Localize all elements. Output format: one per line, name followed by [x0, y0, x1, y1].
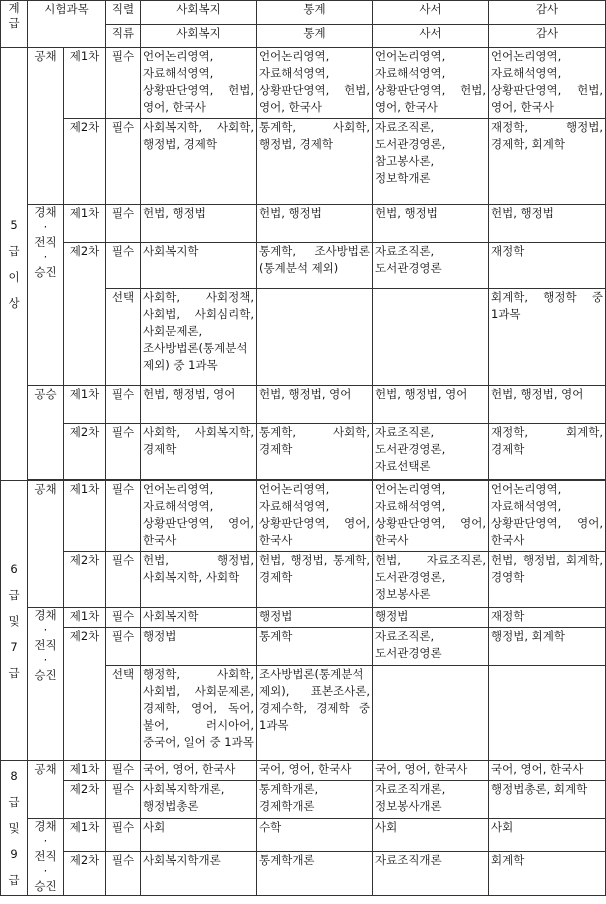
method-char: · — [43, 623, 48, 637]
subject-cell: 사회 — [141, 819, 257, 852]
method-gyeongchae — [28, 819, 64, 896]
subject-cell: 통계학, 조사방법론(통계분석 제외) — [257, 243, 373, 289]
type-label: 선택 — [106, 666, 141, 761]
subject-cell: 사회 — [373, 819, 489, 852]
method-char: · — [43, 834, 48, 848]
subject-cell: 회계학 — [489, 852, 606, 896]
subject-cell: 사회학, 사회정책, 사회법, 사회심리학, 사회문제론, 조사방법론(통계분석 제외) 중 1과목 — [141, 289, 257, 386]
subject-cell: 통계학 — [257, 628, 373, 666]
subject-cell — [257, 289, 373, 386]
subject-cell: 사회복지학, 사회학, 행정법, 경제학 — [141, 119, 257, 205]
subject-cell: 행정학, 사회학, 사회법, 사회문제론, 경제학, 영어, 독어, 불어, 러시아어, 중국어, 일어 중 1과목 — [141, 666, 257, 761]
series-col-2: 통계 — [257, 1, 373, 25]
subject-cell: 재정학, 회계학, 경제학 — [489, 424, 606, 480]
series-col-3: 사서 — [373, 1, 489, 25]
type-label: 필수 — [106, 781, 141, 819]
subject-cell: 헌법, 행정법, 영어 — [489, 386, 606, 424]
subject-cell: 헌법, 행정법 — [257, 205, 373, 243]
subject-cell: 자료조직론, 도서관경영론 — [373, 628, 489, 666]
table-row — [1, 386, 606, 424]
grade-char: 5 — [10, 218, 18, 232]
stage-label: 제2차 — [64, 628, 106, 761]
stage-label: 제2차 — [64, 243, 106, 386]
method-char: 전직 — [34, 849, 57, 863]
grade-char: 및 — [8, 613, 20, 628]
series-header-label: 직렬 — [106, 1, 141, 25]
subject-cell: 언어논리영역, 자료해석영역, 상황판단영역, 헌법, 영어, 한국사 — [373, 48, 489, 119]
method-gongchae: 공채 — [28, 761, 64, 819]
method-char: · — [43, 250, 48, 264]
subject-cell: 통계학, 사회학, 경제학 — [257, 424, 373, 480]
subject-cell: 자료조직론, 도서관경영론, 참고봉사론, 정보학개론 — [373, 119, 489, 205]
stage-label: 제1차 — [64, 481, 106, 552]
method-gyeongchae — [28, 205, 64, 386]
class-col-1: 사회복지 — [141, 25, 257, 48]
subject-cell: 국어, 영어, 한국사 — [489, 761, 606, 781]
method-char: 전직 — [34, 235, 57, 249]
method-char: 승진 — [34, 879, 57, 893]
method-char: 승진 — [34, 668, 57, 682]
subject-cell: 사회학, 사회복지학, 경제학 — [141, 424, 257, 480]
type-label: 필수 — [106, 852, 141, 896]
method-gyeongchae — [28, 608, 64, 761]
subject-cell: 헌법, 행정법, 회계학, 경영학 — [489, 552, 606, 608]
stage-label: 제1차 — [64, 386, 106, 424]
grade-header — [1, 1, 28, 48]
type-label: 필수 — [106, 819, 141, 852]
method-gongseung: 공승 — [28, 386, 64, 480]
type-label: 필수 — [106, 424, 141, 480]
method-char: 경채 — [34, 608, 57, 622]
type-label: 필수 — [106, 608, 141, 628]
subject-cell: 헌법, 행정법 — [141, 205, 257, 243]
table-row — [1, 205, 606, 243]
subject-cell: 언어논리영역, 자료해석영역, 상황판단영역, 헌법, 영어, 한국사 — [257, 48, 373, 119]
stage-label: 제1차 — [64, 608, 106, 628]
grade-89-label — [1, 761, 28, 896]
subject-cell: 국어, 영어, 한국사 — [373, 761, 489, 781]
grade-char: 및 — [8, 821, 20, 835]
stage-label: 제2차 — [64, 781, 106, 819]
subject-cell — [489, 666, 606, 761]
subject-cell: 사회복지학 — [141, 243, 257, 289]
grade-char: 8 — [10, 769, 18, 783]
method-char: 전직 — [34, 638, 57, 652]
grade-67-label — [1, 481, 28, 761]
table-row — [1, 628, 606, 666]
grade-char: 이 — [8, 270, 20, 284]
subject-cell: 통계학개론, 경제학개론 — [257, 781, 373, 819]
type-label: 필수 — [106, 205, 141, 243]
stage-label: 제2차 — [64, 852, 106, 896]
subject-cell: 재정학, 행정법, 경제학, 회계학 — [489, 119, 606, 205]
stage-label: 제2차 — [64, 119, 106, 205]
class-col-3: 사서 — [373, 25, 489, 48]
subject-cell: 자료조직개론 — [373, 852, 489, 896]
type-label: 필수 — [106, 386, 141, 424]
series-col-1: 사회복지 — [141, 1, 257, 25]
subject-cell: 헌법, 행정법 — [489, 205, 606, 243]
class-header-label: 직류 — [106, 25, 141, 48]
stage-label: 제1차 — [64, 48, 106, 119]
subject-cell: 언어논리영역, 자료해석영역, 상황판단영역, 영어, 한국사 — [373, 481, 489, 552]
subject-cell: 언어논리영역, 자료해석영역, 상황판단영역, 영어, 한국사 — [489, 481, 606, 552]
table-row — [1, 781, 606, 819]
grade-char: 급 — [8, 244, 20, 258]
subject-cell: 회계학, 행정학 중 1과목 — [489, 289, 606, 386]
stage-label: 제2차 — [64, 424, 106, 480]
subject-cell: 국어, 영어, 한국사 — [141, 761, 257, 781]
subject-cell: 사회복지학개론 — [141, 852, 257, 896]
subject-cell: 언어논리영역, 자료해석영역, 상황판단영역, 영어, 한국사 — [257, 481, 373, 552]
subject-cell: 헌법, 행정법, 영어 — [141, 386, 257, 424]
grade-char: 상 — [8, 296, 20, 310]
subject-cell — [373, 666, 489, 761]
grade-header-label: 계급 — [8, 1, 20, 30]
subject-cell: 사회 — [489, 819, 606, 852]
type-label: 필수 — [106, 48, 141, 119]
subject-cell: 헌법, 행정법, 영어 — [373, 386, 489, 424]
table-row — [1, 424, 606, 480]
subject-cell: 사회복지학 — [141, 608, 257, 628]
grade-char: 급 — [8, 873, 20, 887]
method-char: · — [43, 653, 48, 667]
grade-char: 7 — [10, 639, 18, 654]
class-col-2: 통계 — [257, 25, 373, 48]
subject-cell — [373, 289, 489, 386]
subject-cell: 재정학 — [489, 243, 606, 289]
method-gongchae: 공채 — [28, 48, 64, 205]
table-row — [1, 819, 606, 852]
method-char: · — [43, 220, 48, 234]
subject-cell: 수학 — [257, 819, 373, 852]
grade-char: 급 — [8, 665, 20, 680]
subject-cell: 사회복지학개론, 행정법총론 — [141, 781, 257, 819]
type-label: 필수 — [106, 628, 141, 666]
type-label: 필수 — [106, 481, 141, 552]
subject-cell: 행정법, 회계학 — [489, 628, 606, 666]
subject-cell: 행정법총론, 회계학 — [489, 781, 606, 819]
subject-cell: 헌법, 행정법, 사회복지학, 사회학 — [141, 552, 257, 608]
subject-cell: 헌법, 행정법, 영어 — [257, 386, 373, 424]
grade-char: 6 — [10, 561, 18, 576]
type-label: 선택 — [106, 289, 141, 386]
method-char: 승진 — [34, 265, 57, 279]
subject-cell: 언어논리영역, 자료해석영역, 상황판단영역, 영어, 한국사 — [141, 481, 257, 552]
subject-cell: 헌법, 행정법 — [373, 205, 489, 243]
subject-cell: 자료조직개론, 정보봉사개론 — [373, 781, 489, 819]
subject-cell: 국어, 영어, 한국사 — [257, 761, 373, 781]
grade-char: 급 — [8, 587, 20, 602]
table-row — [1, 761, 606, 781]
subject-cell: 헌법, 자료조직론, 도서관경영론, 정보봉사론 — [373, 552, 489, 608]
type-label: 필수 — [106, 761, 141, 781]
table-row — [1, 608, 606, 628]
class-col-4: 감사 — [489, 25, 606, 48]
grade-5-label — [1, 48, 28, 481]
table-row — [1, 552, 606, 608]
type-label: 필수 — [106, 552, 141, 608]
subject-cell: 언어논리영역, 자료해석영역, 상황판단영역, 헌법, 영어, 한국사 — [489, 48, 606, 119]
stage-label: 제1차 — [64, 205, 106, 243]
series-col-4: 감사 — [489, 1, 606, 25]
table-row — [1, 119, 606, 205]
subject-cell: 헌법, 행정법, 통계학, 경제학 — [257, 552, 373, 608]
method-char: 경채 — [34, 819, 57, 833]
subject-cell: 언어논리영역, 자료해석영역, 상황판단영역, 헌법, 영어, 한국사 — [141, 48, 257, 119]
subject-cell: 자료조직론, 도서관경영론, 자료선택론 — [373, 424, 489, 480]
method-char: · — [43, 864, 48, 878]
subject-cell: 행정법 — [373, 608, 489, 628]
table-row — [1, 243, 606, 289]
stage-label: 제2차 — [64, 552, 106, 608]
table-row — [1, 48, 606, 119]
subject-cell: 재정학 — [489, 608, 606, 628]
type-label: 필수 — [106, 243, 141, 289]
subject-cell: 자료조직론, 도서관경영론 — [373, 243, 489, 289]
stage-label: 제1차 — [64, 761, 106, 781]
grade-char: 급 — [8, 795, 20, 809]
subject-cell: 행정법 — [141, 628, 257, 666]
header-row-series — [1, 1, 606, 25]
subject-header: 시험과목 — [28, 1, 106, 48]
table-row — [1, 852, 606, 896]
subject-cell: 통계학개론 — [257, 852, 373, 896]
subject-cell: 조사방법론(통계분석 제외), 표본조사론, 경제수학, 경제학 중 1과목 — [257, 666, 373, 761]
subject-cell: 통계학, 사회학, 행정법, 경제학 — [257, 119, 373, 205]
table-row — [1, 481, 606, 552]
method-gongchae: 공채 — [28, 481, 64, 608]
subject-cell: 행정법 — [257, 608, 373, 628]
grade-char: 9 — [10, 847, 18, 861]
method-char: 경채 — [34, 205, 57, 219]
stage-label: 제1차 — [64, 819, 106, 852]
type-label: 필수 — [106, 119, 141, 205]
